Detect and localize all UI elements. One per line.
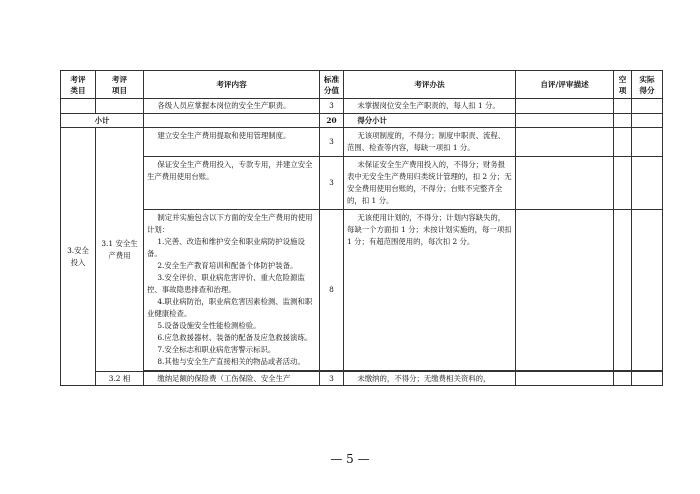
row4-actual bbox=[632, 210, 663, 371]
subtotal-row bbox=[61, 114, 663, 128]
row2-method: 无该项制度的，不得分；制度中职责、流程、范围、检查等内容，每缺一项扣 1 分。 bbox=[344, 128, 516, 157]
row3-empty bbox=[614, 157, 632, 210]
row1-method: 未掌握岗位安全生产职责的，每人扣 1 分。 bbox=[344, 99, 516, 114]
subtotal-score: 20 bbox=[320, 114, 344, 128]
row4-item-8: 8.其他与安全生产直接相关的物品或者活动。 bbox=[157, 357, 305, 366]
row4-item-3: 3.安全评价、职业病危害评价、重大危险源监控、事故隐患排查和治理。 bbox=[147, 273, 305, 294]
header-empty bbox=[614, 71, 632, 99]
header-actual bbox=[632, 71, 663, 99]
row5-method: 未缴纳的，不得分；无缴费相关资料的， bbox=[344, 372, 516, 386]
row4-item-6: 6.应急救援器材、装备的配备及应急救援演练。 bbox=[157, 333, 313, 342]
subtotal-selfdesc bbox=[516, 114, 614, 128]
page-number: — 5 — bbox=[330, 452, 370, 466]
row4-item-1: 1.完善、改造和维护安全和职业病防护设施设备。 bbox=[147, 237, 305, 258]
row1-score: 3 bbox=[320, 99, 344, 114]
header-method: 考评办法 bbox=[344, 71, 516, 99]
table-row bbox=[61, 210, 663, 371]
row3-score: 3 bbox=[320, 157, 344, 210]
header-content: 考评内容 bbox=[144, 71, 320, 99]
row1-actual bbox=[632, 99, 663, 114]
row5-empty bbox=[614, 372, 632, 386]
table-row bbox=[61, 157, 663, 210]
row1-content: 各级人员应掌握本岗位的安全生产职责。 bbox=[144, 99, 320, 114]
subtotal-method: 得分小计 bbox=[344, 114, 516, 128]
header-row bbox=[61, 71, 663, 99]
row3-selfdesc bbox=[516, 157, 614, 210]
category-cell: 3.安全投入 bbox=[61, 128, 96, 386]
row4-score: 8 bbox=[320, 210, 344, 371]
row4-empty bbox=[614, 210, 632, 371]
row3-actual bbox=[632, 157, 663, 210]
row5-content: 缴纳足额的保险费（工伤保险、安全生产 bbox=[144, 372, 320, 386]
row2-empty bbox=[614, 128, 632, 157]
row4-method: 无该使用计划的，不得分；计划内容缺失的，每缺一个方面扣 1 分；未按计划实施的，每一项扣 1 分；有超范围使用的，每次扣 2 分。 bbox=[344, 210, 516, 371]
row2-actual bbox=[632, 128, 663, 157]
row5-score: 3 bbox=[320, 372, 344, 386]
header-score bbox=[320, 71, 344, 99]
header-score-text: 标准 分值 bbox=[323, 74, 340, 95]
row4-intro: 制定并实施包含以下方面的安全生产费用的使用计划： bbox=[147, 213, 313, 234]
row1-category bbox=[61, 99, 96, 114]
header-actual-text: 实际 得分 bbox=[639, 74, 655, 95]
header-category-text: 考评 类目 bbox=[70, 74, 86, 95]
table-row bbox=[61, 128, 663, 157]
subtotal-content bbox=[144, 114, 320, 128]
row2-content: 建立安全生产费用提取和使用管理制度。 bbox=[144, 128, 320, 157]
row1-empty bbox=[614, 99, 632, 114]
header-item bbox=[96, 71, 144, 99]
row4-selfdesc bbox=[516, 210, 614, 371]
row5-selfdesc bbox=[516, 372, 614, 386]
row3-method: 未保证安全生产费用投入的，不得分；财务报表中无安全生产费用归类统计管理的，扣 2 分；无安全费用使用台账的，不得分；台账不完整齐全的，扣 1 分。 bbox=[344, 157, 516, 210]
evaluation-table bbox=[60, 70, 663, 386]
row2-selfdesc bbox=[516, 128, 614, 157]
row1-selfdesc bbox=[516, 99, 614, 114]
table-row bbox=[61, 372, 663, 386]
row4-item-5: 5.设备设施安全性能检测检验。 bbox=[157, 321, 261, 330]
table-row bbox=[61, 99, 663, 114]
row3-content: 保证安全生产费用投入，专款专用，并建立安全生产费用使用台账。 bbox=[144, 157, 320, 210]
row5-actual bbox=[632, 372, 663, 386]
item-3-1-cell: 3.1 安全生产费用 bbox=[96, 128, 144, 372]
row2-score: 3 bbox=[320, 128, 344, 157]
row4-content bbox=[144, 210, 320, 371]
item-3-2-cell: 3.2 相 bbox=[96, 372, 144, 386]
header-item-text: 考评 项目 bbox=[111, 74, 128, 95]
subtotal-empty bbox=[614, 114, 632, 128]
row4-item-2: 2.安全生产教育培训和配备个体防护装备。 bbox=[157, 261, 298, 270]
row4-item-4: 4.职业病防治，职业病危害因素检测、监测和职业健康检查。 bbox=[147, 297, 313, 318]
row4-item-7: 7.安全标志和职业病危害警示标识。 bbox=[157, 345, 276, 354]
header-selfdesc: 自评/评审描述 bbox=[516, 71, 614, 99]
row1-item bbox=[96, 99, 144, 114]
header-empty-text: 空 项 bbox=[618, 74, 627, 95]
subtotal-label: 小计 bbox=[61, 114, 144, 128]
header-category bbox=[61, 71, 96, 99]
subtotal-actual bbox=[632, 114, 663, 128]
